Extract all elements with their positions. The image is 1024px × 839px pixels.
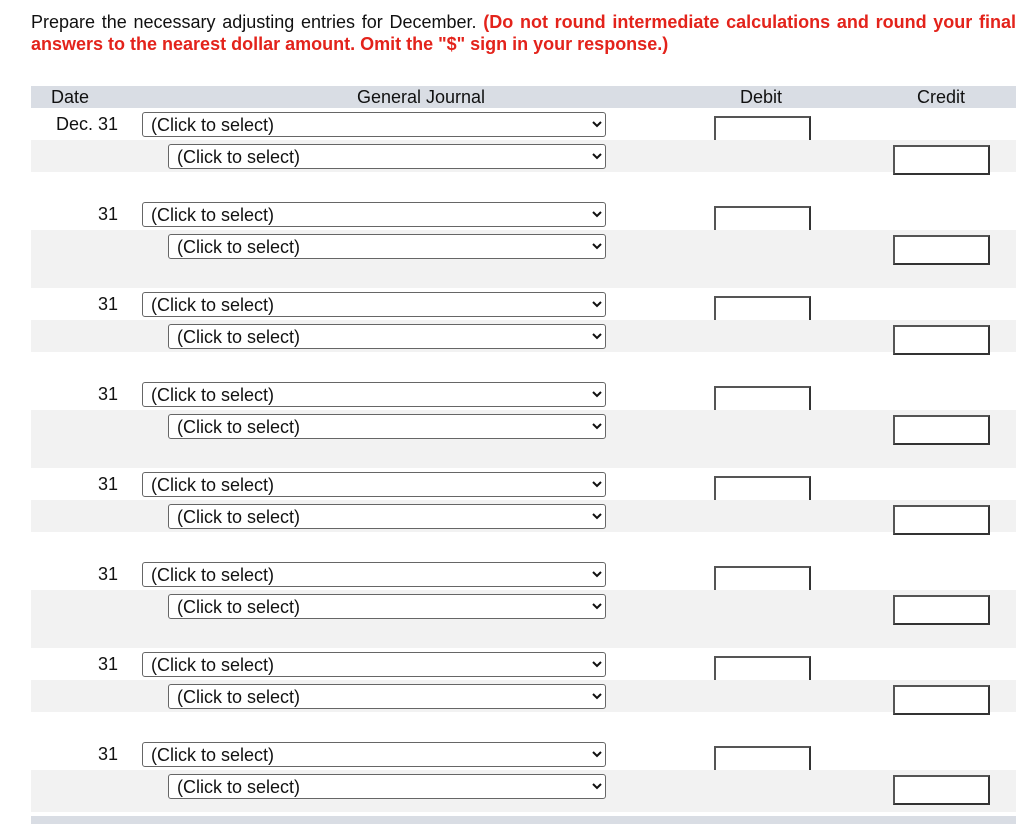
credit-account-select[interactable] <box>168 684 606 709</box>
debit-account-select[interactable] <box>142 652 606 677</box>
credit-row <box>31 680 1016 712</box>
journal-entry <box>31 288 1016 378</box>
credit-row <box>31 410 1016 442</box>
credit-row <box>31 590 1016 622</box>
credit-amount-input[interactable] <box>893 325 990 355</box>
credit-row <box>31 500 1016 532</box>
journal-header-row <box>31 86 1016 108</box>
entry-spacer <box>31 712 1016 738</box>
entry-spacer <box>31 352 1016 378</box>
journal-entry <box>31 648 1016 738</box>
header-debit: Debit <box>739 87 783 107</box>
debit-account-select[interactable] <box>142 562 606 587</box>
entry-spacer <box>31 172 1016 198</box>
credit-account-select[interactable] <box>168 414 606 439</box>
journal-entry <box>31 738 1016 812</box>
entry-spacer <box>31 622 1016 648</box>
credit-account-select[interactable] <box>168 504 606 529</box>
debit-account-select[interactable] <box>142 742 606 767</box>
credit-row <box>31 320 1016 352</box>
credit-amount-input[interactable] <box>893 685 990 715</box>
credit-account-select[interactable] <box>168 144 606 169</box>
journal-entry <box>31 378 1016 468</box>
debit-account-select[interactable] <box>142 292 606 317</box>
entry-spacer <box>31 802 1016 812</box>
credit-amount-input[interactable] <box>893 595 990 625</box>
journal-entry <box>31 468 1016 558</box>
journal-entry <box>31 558 1016 648</box>
journal-entries <box>31 108 1016 812</box>
credit-account-select[interactable] <box>168 324 606 349</box>
debit-row <box>31 198 1016 230</box>
entry-date: 31 <box>97 564 118 584</box>
entry-spacer <box>31 532 1016 558</box>
debit-row <box>31 288 1016 320</box>
credit-account-select[interactable] <box>168 594 606 619</box>
credit-account-select[interactable] <box>168 774 606 799</box>
credit-row <box>31 230 1016 262</box>
entry-date: Dec. 31 <box>55 114 118 134</box>
debit-row <box>31 558 1016 590</box>
journal-entry <box>31 198 1016 288</box>
entry-date: 31 <box>97 654 118 674</box>
entry-date: 31 <box>97 384 118 404</box>
entry-date: 31 <box>97 474 118 494</box>
debit-account-select[interactable] <box>142 472 606 497</box>
header-general-journal: General Journal <box>356 87 486 107</box>
table-footer-bar <box>31 816 1016 824</box>
entry-date: 31 <box>97 744 118 764</box>
credit-amount-input[interactable] <box>893 235 990 265</box>
debit-account-select[interactable] <box>142 112 606 137</box>
instructions <box>31 11 1016 55</box>
debit-row <box>31 648 1016 680</box>
entry-date: 31 <box>97 204 118 224</box>
debit-row <box>31 468 1016 500</box>
instructions-emphasis: (Do not round intermediate calculations and round your final answers to the nearest dollar amount. Omit the "$" sign in your response.) <box>31 12 1017 54</box>
credit-amount-input[interactable] <box>893 505 990 535</box>
journal-entry <box>31 108 1016 198</box>
credit-amount-input[interactable] <box>893 145 990 175</box>
debit-row <box>31 108 1016 140</box>
debit-row <box>31 738 1016 770</box>
credit-amount-input[interactable] <box>893 415 990 445</box>
credit-row <box>31 770 1016 802</box>
entry-spacer <box>31 262 1016 288</box>
entry-date: 31 <box>97 294 118 314</box>
debit-account-select[interactable] <box>142 382 606 407</box>
instructions-text: Prepare the necessary adjusting entries for December. <box>31 12 484 32</box>
header-credit: Credit <box>916 87 965 107</box>
debit-account-select[interactable] <box>142 202 606 227</box>
credit-account-select[interactable] <box>168 234 606 259</box>
header-date: Date <box>51 87 90 107</box>
entry-spacer <box>31 442 1016 468</box>
credit-row <box>31 140 1016 172</box>
credit-amount-input[interactable] <box>893 775 990 805</box>
general-journal-table <box>31 86 1016 824</box>
debit-row <box>31 378 1016 410</box>
